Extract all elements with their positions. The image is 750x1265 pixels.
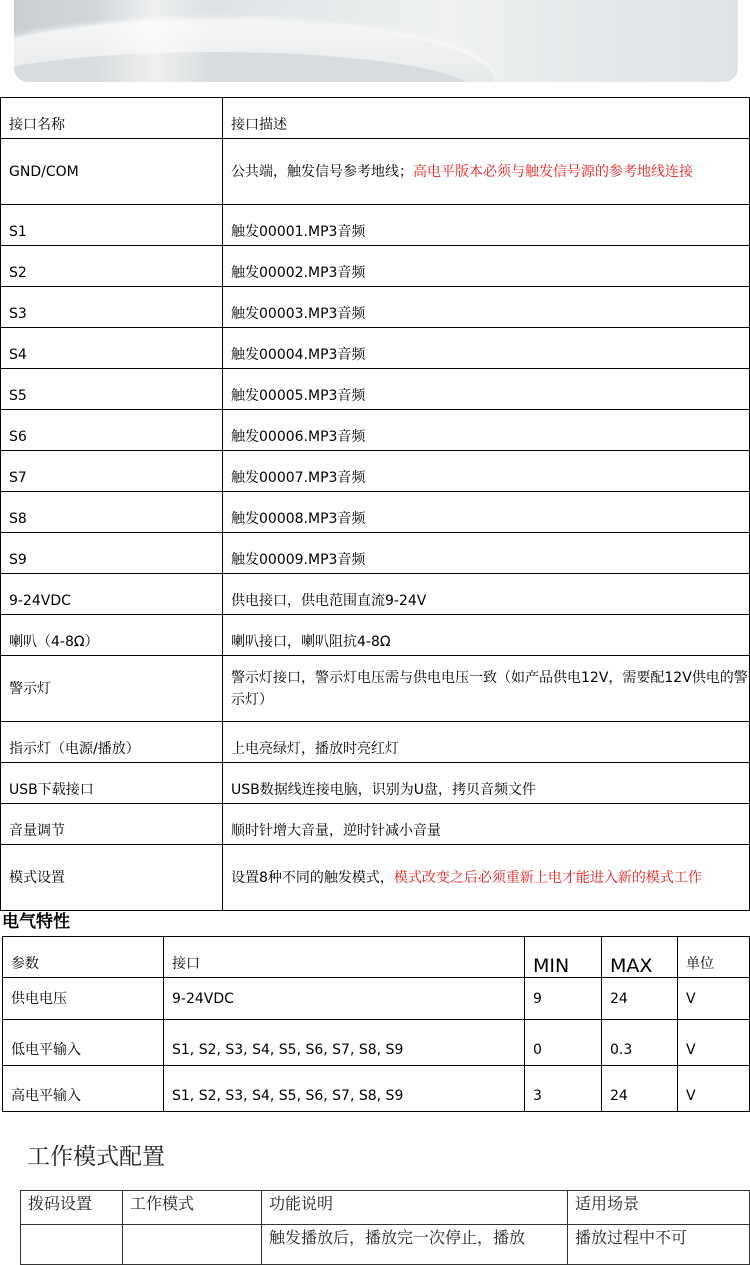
- interface-name: S9: [1, 533, 223, 574]
- table-header-row: [3, 937, 750, 978]
- table-row: [1, 451, 750, 492]
- interface-desc: 触发00008.MP3音频: [223, 492, 750, 533]
- interface-name: 模式设置: [1, 845, 223, 911]
- table-row: [1, 533, 750, 574]
- interface-name: S2: [1, 246, 223, 287]
- electrical-table: [2, 936, 750, 1112]
- unit-cell: V: [678, 1066, 750, 1112]
- header-min: MIN: [525, 937, 602, 978]
- table-row: [1, 410, 750, 451]
- dip-cell: [21, 1225, 123, 1265]
- max-cell: 24: [602, 978, 678, 1020]
- unit-cell: V: [678, 1020, 750, 1066]
- min-cell: 3: [525, 1066, 602, 1112]
- interface-cell: S1, S2, S3, S4, S5, S6, S7, S8, S9: [164, 1066, 525, 1112]
- table-header-row: [1, 98, 750, 139]
- interface-name: 警示灯: [1, 656, 223, 722]
- banner-light-beam: [94, 0, 214, 82]
- table-row: [3, 1020, 750, 1066]
- param-cell: 高电平输入: [3, 1066, 164, 1112]
- interface-desc: 顺时针增大音量，逆时针减小音量: [223, 804, 750, 845]
- scene-cell: 播放过程中不可: [568, 1225, 750, 1265]
- header-interface-desc: 接口描述: [223, 98, 750, 139]
- table-header-row: [21, 1191, 750, 1225]
- interface-cell: 9-24VDC: [164, 978, 525, 1020]
- header-scene: 适用场景: [568, 1191, 750, 1225]
- unit-cell: V: [678, 978, 750, 1020]
- header-param: 参数: [3, 937, 164, 978]
- interface-desc: 触发00006.MP3音频: [223, 410, 750, 451]
- interface-name: S3: [1, 287, 223, 328]
- interface-desc: 触发00005.MP3音频: [223, 369, 750, 410]
- max-cell: 0.3: [602, 1020, 678, 1066]
- max-cell: 24: [602, 1066, 678, 1112]
- interface-cell: S1, S2, S3, S4, S5, S6, S7, S8, S9: [164, 1020, 525, 1066]
- table-row: [1, 369, 750, 410]
- table-row: [1, 246, 750, 287]
- desc-text: 设置8种不同的触发模式，: [231, 869, 394, 886]
- banner-image: [14, 0, 738, 82]
- table-row: [1, 287, 750, 328]
- section-title-electrical: 电气特性: [2, 912, 70, 932]
- header-unit: 单位: [678, 937, 750, 978]
- function-cell: 触发播放后，播放完一次停止，播放: [262, 1225, 568, 1265]
- table-row: [21, 1225, 750, 1265]
- mode-config-table: [20, 1190, 750, 1265]
- table-row: [1, 763, 750, 804]
- desc-warning-text: 高电平版本必须与触发信号源的参考地线连接: [413, 163, 693, 180]
- interface-desc: 触发00001.MP3音频: [223, 205, 750, 246]
- interface-name: USB下载接口: [1, 763, 223, 804]
- param-cell: 低电平输入: [3, 1020, 164, 1066]
- table-row: [1, 328, 750, 369]
- interface-name: 9-24VDC: [1, 574, 223, 615]
- interface-desc: 上电亮绿灯，播放时亮红灯: [223, 722, 750, 763]
- desc-warning-text: 模式改变之后必须重新上电才能进入新的模式工作: [393, 869, 702, 886]
- param-cell: 供电电压: [3, 978, 164, 1020]
- min-cell: 9: [525, 978, 602, 1020]
- mode-cell: [123, 1225, 262, 1265]
- table-row: [1, 139, 750, 205]
- table-row: [1, 656, 750, 722]
- interface-name: S1: [1, 205, 223, 246]
- interface-desc: [223, 845, 750, 911]
- interface-name: S7: [1, 451, 223, 492]
- interface-desc: 喇叭接口，喇叭阻抗4-8Ω: [223, 615, 750, 656]
- interface-desc: 触发00009.MP3音频: [223, 533, 750, 574]
- interface-desc: 触发00007.MP3音频: [223, 451, 750, 492]
- interface-desc: [223, 139, 750, 205]
- interface-name: 音量调节: [1, 804, 223, 845]
- table-row: [1, 804, 750, 845]
- desc-text: 公共端，触发信号参考地线；: [231, 163, 413, 180]
- interface-name: S6: [1, 410, 223, 451]
- interface-desc: 警示灯接口，警示灯电压需与供电电压一致（如产品供电12V，需要配12V供电的警示灯）: [223, 656, 750, 722]
- interface-name: GND/COM: [1, 139, 223, 205]
- table-row: [1, 722, 750, 763]
- interface-table: [0, 97, 750, 911]
- interface-name: S5: [1, 369, 223, 410]
- interface-name: S4: [1, 328, 223, 369]
- table-row: [3, 978, 750, 1020]
- header-interface-name: 接口名称: [1, 98, 223, 139]
- header-max: MAX: [602, 937, 678, 978]
- interface-desc: 供电接口，供电范围直流9-24V: [223, 574, 750, 615]
- table-row: [1, 845, 750, 911]
- interface-name: 喇叭（4-8Ω）: [1, 615, 223, 656]
- interface-desc: USB数据线连接电脑，识别为U盘，拷贝音频文件: [223, 763, 750, 804]
- header-mode: 工作模式: [123, 1191, 262, 1225]
- table-row: [1, 492, 750, 533]
- interface-desc: 触发00003.MP3音频: [223, 287, 750, 328]
- interface-name: 指示灯（电源/播放）: [1, 722, 223, 763]
- header-dip: 拨码设置: [21, 1191, 123, 1225]
- header-interface: 接口: [164, 937, 525, 978]
- interface-desc: 触发00002.MP3音频: [223, 246, 750, 287]
- table-row: [1, 205, 750, 246]
- table-row: [3, 1066, 750, 1112]
- section-title-mode-config: 工作模式配置: [27, 1144, 165, 1170]
- interface-desc: 触发00004.MP3音频: [223, 328, 750, 369]
- header-function: 功能说明: [262, 1191, 568, 1225]
- table-row: [1, 615, 750, 656]
- min-cell: 0: [525, 1020, 602, 1066]
- table-row: [1, 574, 750, 615]
- interface-name: S8: [1, 492, 223, 533]
